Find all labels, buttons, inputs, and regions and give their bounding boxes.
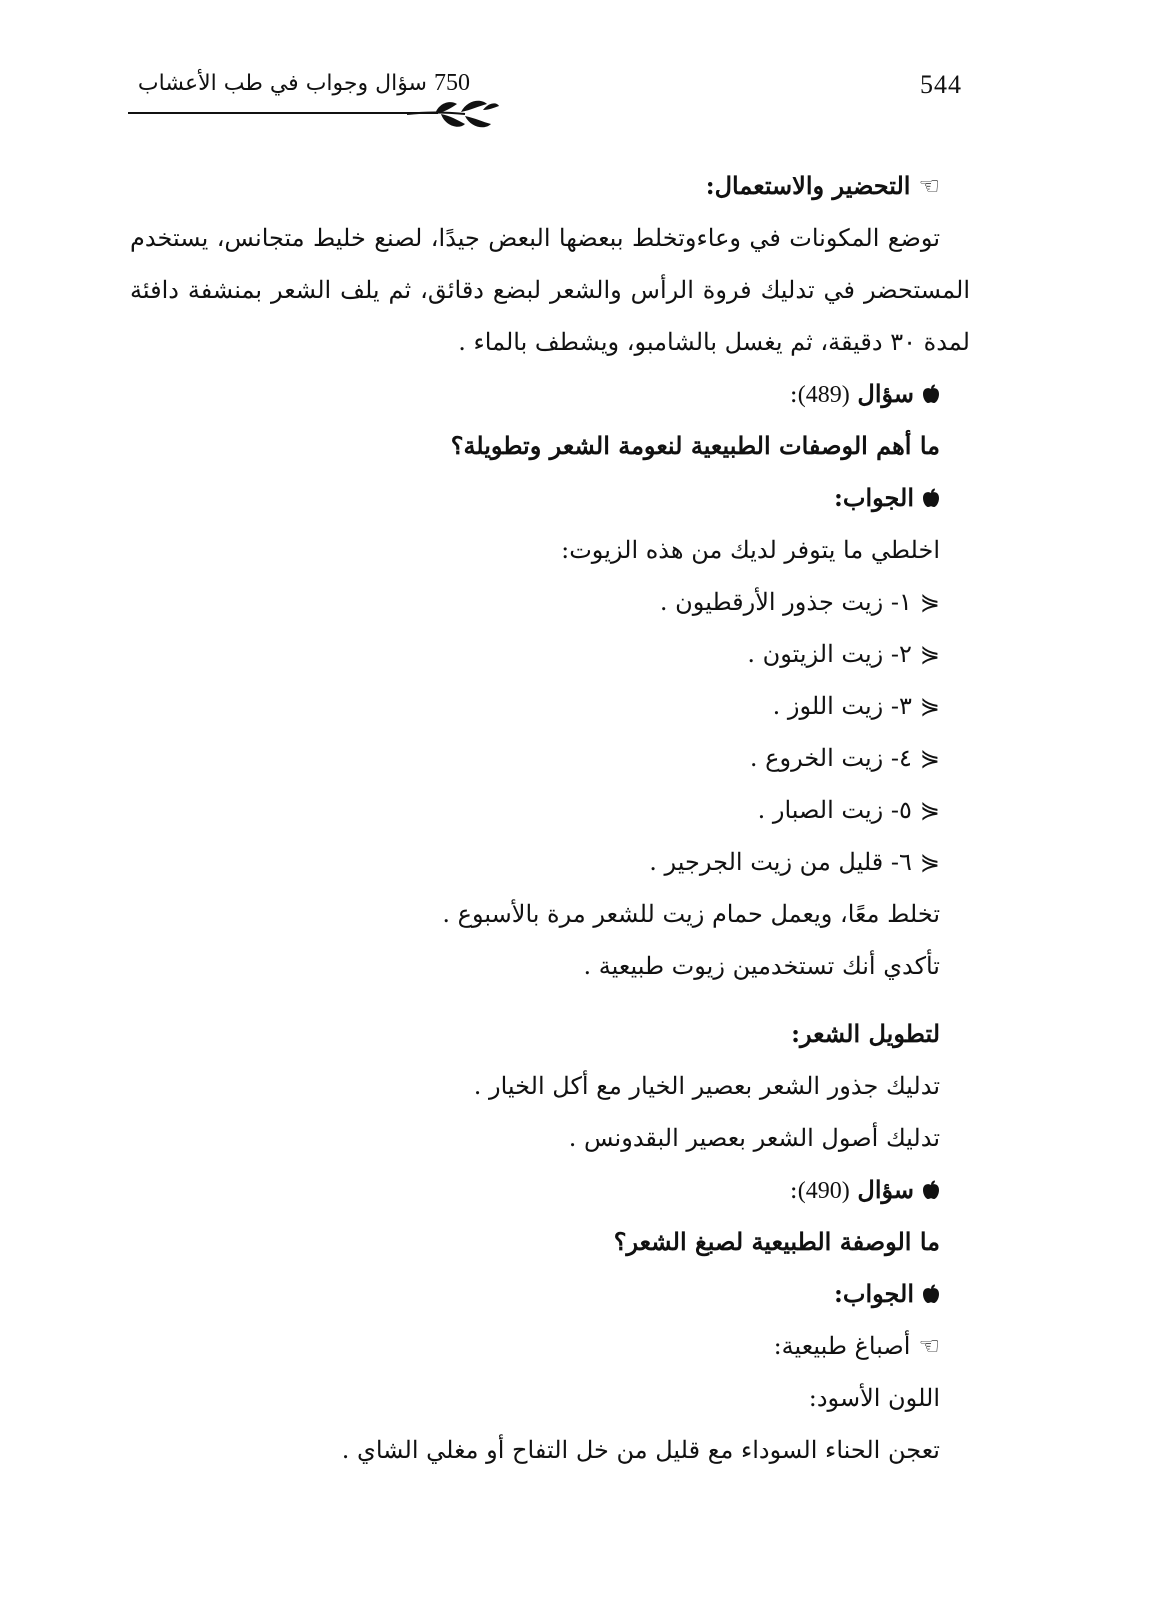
- page-number: 544: [920, 70, 962, 99]
- question-489-header: سؤال (489):: [130, 368, 970, 420]
- arrow-bullet-icon: ⋞: [919, 796, 940, 824]
- mix-instruction: تخلط معًا، ويعمل حمام زيت للشعر مرة بالأسبوع .: [442, 900, 940, 928]
- running-head-number: 750: [434, 70, 470, 96]
- question-490-text: ما الوصفة الطبيعية لصبغ الشعر؟: [613, 1227, 940, 1256]
- natural-oils-note: تأكدي أنك تستخدمين زيوت طبيعية .: [583, 952, 940, 980]
- answer-489-label: الجواب:: [130, 472, 970, 524]
- arrow-bullet-icon: ⋞: [919, 744, 940, 772]
- apple-icon: [922, 1180, 940, 1200]
- list-item: ⋞٥- زيت الصبار .: [130, 784, 970, 836]
- answer-489-intro: اخلطي ما يتوفر لديك من هذه الزيوت:: [561, 536, 940, 564]
- list-item: ⋞٦- قليل من زيت الجرجير .: [130, 836, 970, 888]
- list-item: ⋞٢- زيت الزيتون .: [130, 628, 970, 680]
- running-head-text: سؤال وجواب في طب الأعشاب: [137, 71, 427, 96]
- arrow-bullet-icon: ⋞: [919, 848, 940, 876]
- list-item: ⋞١- زيت جذور الأرقطيون .: [130, 576, 970, 628]
- hand-pointing-icon: ☜: [918, 172, 940, 200]
- arrow-bullet-icon: ⋞: [919, 692, 940, 720]
- arrow-bullet-icon: ⋞: [919, 640, 940, 668]
- black-color-heading: اللون الأسود:: [808, 1384, 940, 1412]
- question-490-header: سؤال (490):: [130, 1164, 970, 1216]
- lengthen-heading: لتطويل الشعر:: [791, 1019, 940, 1048]
- black-color-text: تعجن الحناء السوداء مع قليل من خل التفاح أو مغلي الشاي .: [341, 1436, 940, 1464]
- lengthen-tip: تدليك أصول الشعر بعصير البقدونس .: [568, 1124, 940, 1152]
- apple-icon: [922, 488, 940, 508]
- list-item: ⋞٣- زيت اللوز .: [130, 680, 970, 732]
- arrow-bullet-icon: ⋞: [919, 588, 940, 616]
- header-rule: [128, 112, 438, 114]
- hand-pointing-icon: ☜: [918, 1332, 940, 1360]
- natural-dyes-heading: ☜أصباغ طبيعية:: [130, 1320, 970, 1372]
- page-content: [130, 160, 970, 1476]
- prep-heading: ☜التحضير والاستعمال:: [130, 160, 970, 212]
- running-head: [137, 70, 470, 97]
- apple-icon: [922, 1284, 940, 1304]
- list-item: ⋞٤- زيت الخروع .: [130, 732, 970, 784]
- prep-paragraph: توضع المكونات في وعاءوتخلط ببعضها البعض جيدًا، لصنع خليط متجانس، يستخدم المستحضر في تدليك فروة الرأس والشعر لبضع دقائق، ثم يلف الشعر بمنشفة دافئة لمدة ٣٠ دقيقة، ثم يغسل بالشامبو، ويشطف بالماء .: [130, 224, 970, 356]
- answer-490-label: الجواب:: [130, 1268, 970, 1320]
- leaf-ornament-icon: [405, 96, 501, 136]
- lengthen-tip: تدليك جذور الشعر بعصير الخيار مع أكل الخيار .: [473, 1072, 940, 1100]
- question-489-text: ما أهم الوصفات الطبيعية لنعومة الشعر وتطويلة؟: [450, 431, 940, 460]
- apple-icon: [922, 384, 940, 404]
